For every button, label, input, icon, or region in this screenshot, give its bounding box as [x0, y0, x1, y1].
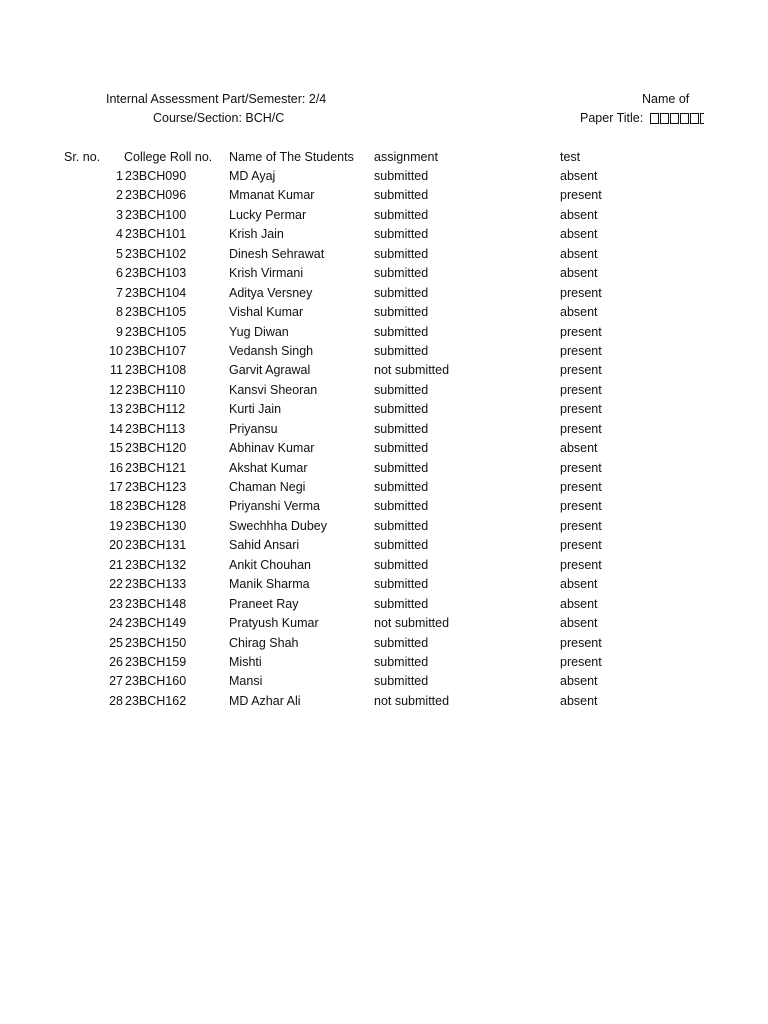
roll-cell: 23BCH104 — [125, 285, 187, 300]
sr-cell: 25 — [109, 635, 123, 650]
student-name-cell: Kansvi Sheoran — [229, 382, 318, 397]
student-name-cell: Vedansh Singh — [229, 343, 314, 358]
assignment-cell: submitted — [374, 538, 429, 553]
roll-cell: 23BCH130 — [125, 518, 187, 533]
paper-title-label: Paper Title: — [580, 111, 644, 125]
roll-cell: 23BCH100 — [125, 207, 187, 222]
assignment-cell: submitted — [374, 499, 429, 514]
assignment-cell: submitted — [374, 285, 429, 300]
test-cell: present — [560, 499, 602, 514]
roll-cell: 23BCH148 — [125, 596, 187, 611]
student-name-cell: Garvit Agrawal — [229, 363, 311, 378]
assignment-cell: submitted — [374, 266, 429, 281]
student-name-cell: Chirag Shah — [229, 635, 299, 650]
table-row — [0, 691, 768, 710]
table-row — [0, 322, 768, 341]
roll-cell: 23BCH103 — [125, 266, 187, 281]
student-name-cell: Yug Diwan — [229, 324, 289, 339]
sr-cell: 15 — [109, 441, 123, 456]
test-cell: absent — [560, 207, 598, 222]
table-row — [0, 555, 768, 574]
table-row — [0, 594, 768, 613]
test-cell: present — [560, 285, 602, 300]
table-row — [0, 283, 768, 302]
assignment-cell: submitted — [374, 207, 429, 222]
roll-cell: 23BCH105 — [125, 305, 187, 320]
table-row — [0, 671, 768, 690]
student-name-cell: Vishal Kumar — [229, 305, 304, 320]
sr-cell: 3 — [116, 207, 123, 222]
assignment-cell: submitted — [374, 654, 429, 669]
sr-cell: 6 — [116, 266, 123, 281]
table-row — [0, 399, 768, 418]
table-row — [0, 458, 768, 477]
sr-cell: 9 — [116, 324, 123, 339]
table-row — [0, 224, 768, 243]
student-name-cell: Abhinav Kumar — [229, 441, 315, 456]
sr-cell: 23 — [109, 596, 123, 611]
roll-cell: 23BCH159 — [125, 654, 187, 669]
assignment-cell: submitted — [374, 246, 429, 261]
name-of-label: Name of — [642, 92, 690, 106]
student-name-cell: Priyansu — [229, 421, 278, 436]
student-name-cell: Sahid Ansari — [229, 538, 300, 553]
test-cell: absent — [560, 693, 598, 708]
test-cell: absent — [560, 227, 598, 242]
roll-cell: 23BCH090 — [125, 169, 187, 183]
student-name-cell: Aditya Versney — [229, 285, 313, 300]
roll-cell: 23BCH150 — [125, 635, 187, 650]
student-name-cell: Kurti Jain — [229, 402, 282, 417]
student-name-cell: Krish Jain — [229, 227, 284, 242]
test-cell: present — [560, 402, 602, 417]
sr-cell: 11 — [110, 363, 123, 378]
test-cell: present — [560, 460, 602, 475]
test-cell: present — [560, 188, 602, 203]
assignment-cell: submitted — [374, 460, 429, 475]
student-name-cell: Lucky Permar — [229, 207, 307, 222]
semester-line: Internal Assessment Part/Semester: 2/4 — [106, 92, 327, 106]
test-cell: present — [560, 343, 602, 358]
sr-cell: 17 — [109, 480, 123, 494]
student-name-cell: Manik Sharma — [229, 577, 310, 592]
assignment-cell: submitted — [374, 227, 429, 242]
test-cell: absent — [560, 674, 598, 689]
table-row — [0, 516, 768, 535]
roll-cell: 23BCH160 — [125, 674, 187, 689]
sr-cell: 13 — [109, 402, 123, 417]
table-row — [0, 633, 768, 652]
roll-cell: 23BCH149 — [125, 616, 187, 631]
student-name-cell: Pratyush Kumar — [229, 616, 319, 631]
table-row — [0, 496, 768, 515]
student-name-cell: Praneet Ray — [229, 596, 299, 611]
course-line: Course/Section: BCH/C — [153, 111, 285, 125]
assignment-cell: not submitted — [374, 363, 450, 378]
test-cell: present — [560, 324, 602, 339]
table-body — [0, 166, 768, 710]
assignment-cell: submitted — [374, 518, 429, 533]
roll-cell: 23BCH123 — [125, 480, 187, 494]
table-row — [0, 477, 768, 496]
table-row — [0, 205, 768, 224]
assignment-cell: submitted — [374, 577, 429, 592]
table-row — [0, 341, 768, 360]
test-cell: absent — [560, 305, 598, 320]
test-cell: absent — [560, 441, 598, 456]
sr-cell: 18 — [109, 499, 123, 514]
sr-cell: 14 — [109, 421, 123, 436]
roll-cell: 23BCH112 — [125, 402, 186, 417]
test-cell: present — [560, 518, 602, 533]
table-row — [0, 535, 768, 554]
assignment-cell: submitted — [374, 188, 429, 203]
assignment-cell: submitted — [374, 635, 429, 650]
sr-cell: 27 — [109, 674, 123, 689]
sr-cell: 5 — [116, 246, 123, 261]
student-name-cell: Mmanat Kumar — [229, 188, 315, 203]
roll-cell: 23BCH102 — [125, 246, 187, 261]
student-name-cell: Krish Virmani — [229, 266, 304, 281]
sr-cell: 10 — [109, 343, 123, 358]
student-name-cell: MD Ayaj — [229, 169, 276, 183]
sr-cell: 24 — [109, 616, 123, 631]
sr-cell: 21 — [109, 557, 123, 572]
student-name-cell: Mansi — [229, 674, 263, 689]
test-cell: present — [560, 421, 602, 436]
roll-cell: 23BCH132 — [125, 557, 187, 572]
roll-cell: 23BCH110 — [125, 382, 186, 397]
test-cell: present — [560, 654, 602, 669]
column-header-sr: Sr. no. — [64, 150, 101, 164]
assignment-cell: submitted — [374, 324, 429, 339]
sr-cell: 26 — [109, 654, 123, 669]
student-name-cell: Akshat Kumar — [229, 460, 308, 475]
test-cell: absent — [560, 169, 598, 183]
student-name-cell: Ankit Chouhan — [229, 557, 312, 572]
roll-cell: 23BCH101 — [125, 227, 187, 242]
sr-cell: 8 — [116, 305, 123, 320]
table-row — [0, 360, 768, 379]
test-cell: absent — [560, 266, 598, 281]
sr-cell: 12 — [109, 382, 123, 397]
roll-cell: 23BCH162 — [125, 693, 187, 708]
roll-cell: 23BCH133 — [125, 577, 187, 592]
column-header-roll: College Roll no. — [124, 150, 213, 164]
table-row — [0, 380, 768, 399]
table-row — [0, 263, 768, 282]
assignment-cell: submitted — [374, 402, 429, 417]
table-row — [0, 652, 768, 671]
test-cell: absent — [560, 246, 598, 261]
paper-title — [580, 110, 705, 126]
assignment-cell: submitted — [374, 169, 429, 183]
assignment-cell: submitted — [374, 480, 429, 494]
assignment-cell: submitted — [374, 305, 429, 320]
roll-cell: 23BCH108 — [125, 363, 187, 378]
table-row — [0, 166, 768, 185]
column-header-name: Name of The Students — [229, 150, 354, 164]
sr-cell: 16 — [109, 460, 123, 475]
table-row — [0, 613, 768, 632]
assignment-cell: submitted — [374, 674, 429, 689]
table-row — [0, 574, 768, 593]
test-cell: present — [560, 635, 602, 650]
assignment-cell: not submitted — [374, 693, 450, 708]
student-name-cell: Dinesh Sehrawat — [229, 246, 325, 261]
column-header-assignment: assignment — [374, 150, 438, 164]
sr-cell: 20 — [109, 538, 123, 553]
column-header-test: test — [560, 150, 581, 164]
assignment-cell: not submitted — [374, 616, 450, 631]
sr-cell: 4 — [116, 227, 123, 242]
assignment-cell: submitted — [374, 441, 429, 456]
sr-cell: 7 — [116, 285, 123, 300]
test-cell: present — [560, 538, 602, 553]
test-cell: absent — [560, 616, 598, 631]
assignment-cell: submitted — [374, 343, 429, 358]
roll-cell: 23BCH107 — [125, 343, 187, 358]
test-cell: present — [560, 557, 602, 572]
assignment-cell: submitted — [374, 382, 429, 397]
student-name-cell: MD Azhar Ali — [229, 693, 301, 708]
student-name-cell: Priyanshi Verma — [229, 499, 321, 514]
sr-cell: 2 — [116, 188, 123, 203]
roll-cell: 23BCH131 — [125, 538, 187, 553]
student-name-cell: Mishti — [229, 654, 262, 669]
table-row — [0, 419, 768, 438]
roll-cell: 23BCH128 — [125, 499, 187, 514]
test-cell: present — [560, 382, 602, 397]
sr-cell: 28 — [109, 693, 123, 708]
roll-cell: 23BCH120 — [125, 441, 187, 456]
test-cell: absent — [560, 596, 598, 611]
test-cell: absent — [560, 577, 598, 592]
table-row — [0, 185, 768, 204]
roll-cell: 23BCH105 — [125, 324, 187, 339]
student-name-cell: Swechhha Dubey — [229, 518, 327, 533]
assignment-cell: submitted — [374, 421, 429, 436]
test-cell: present — [560, 363, 602, 378]
roll-cell: 23BCH096 — [125, 188, 187, 203]
roll-cell: 23BCH113 — [125, 421, 186, 436]
missing-glyph-boxes — [650, 111, 705, 125]
assignment-cell: submitted — [374, 557, 429, 572]
sr-cell: 19 — [109, 518, 123, 533]
test-cell: present — [560, 480, 602, 494]
sr-cell: 22 — [109, 577, 123, 592]
sr-cell: 1 — [116, 169, 123, 183]
table-row — [0, 438, 768, 457]
table-row — [0, 244, 768, 263]
table-row — [0, 302, 768, 321]
roll-cell: 23BCH121 — [125, 460, 187, 475]
student-name-cell: Chaman Negi — [229, 480, 306, 494]
assignment-cell: submitted — [374, 596, 429, 611]
